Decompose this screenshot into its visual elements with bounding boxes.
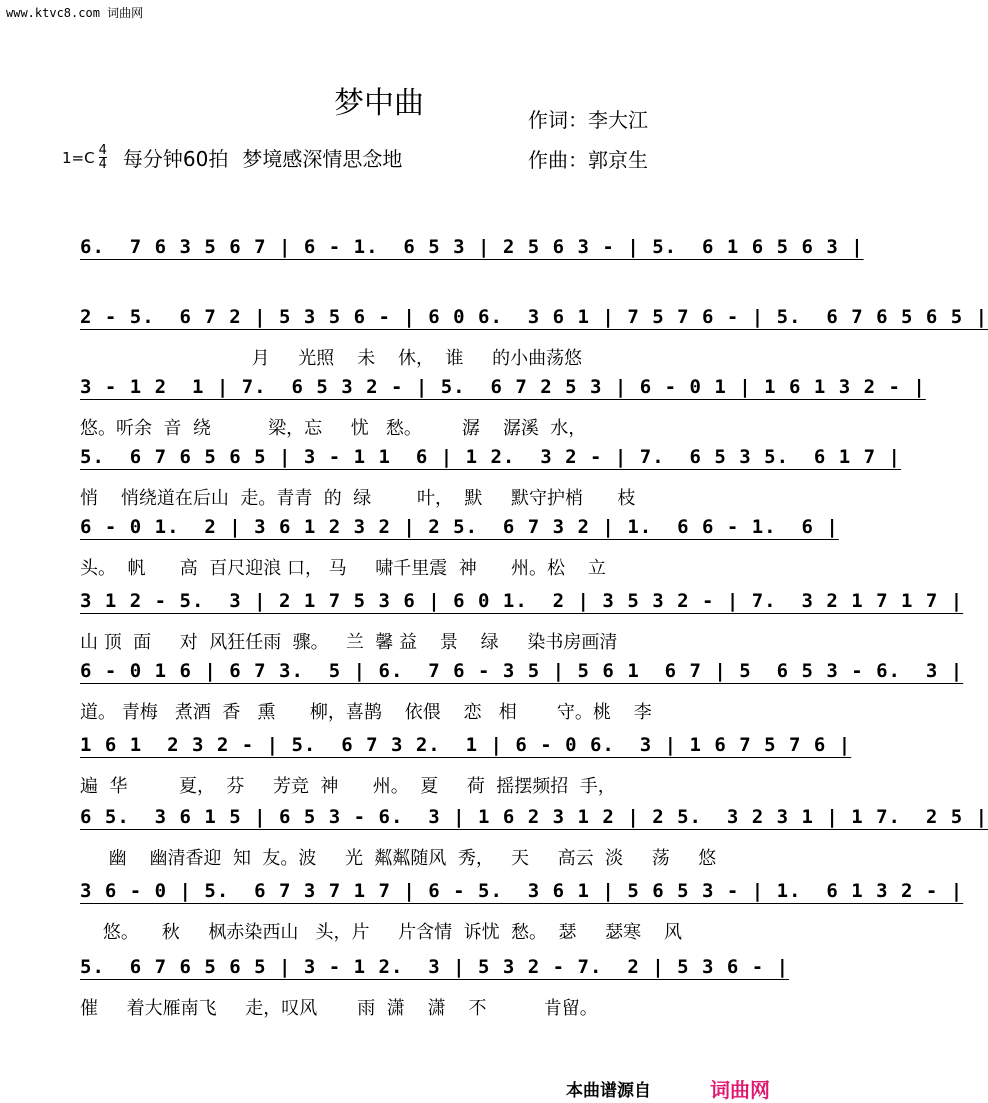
lyrics-line: 幽 幽清香迎 知 友。波 光 粼粼随风 秀， 天 高云 淡 荡 悠 — [80, 848, 717, 869]
time-signature — [99, 144, 107, 171]
notation-line: 3 1 2 - 5. 3 | 2 1 7 5 3 6 | 6 0 1. 2 | 3 5 3 2 - | 7. 3 2 1 7 1 7 | — [80, 590, 964, 612]
notation-line: 5. 6 7 6 5 6 5 | 3 - 1 1 6 | 1 2. 3 2 - | 7. 6 5 3 5. 6 1 7 | — [80, 446, 901, 468]
lyrics-line: 悠。听余 音 绕 梁，忘 忧 愁。 潺 潺溪 水， — [80, 418, 587, 439]
lyrics-line: 月 光照 未 休， 谁 的小曲荡悠 — [80, 348, 583, 369]
mood-marking: 梦境感深情思念地 — [242, 147, 403, 171]
notation-line: 2 - 5. 6 7 2 | 5 3 5 6 - | 6 0 6. 3 6 1 | 7 5 7 6 - | 5. 6 7 6 5 6 5 | — [80, 306, 988, 328]
site-watermark: www.ktvc8.com 词曲网 — [6, 6, 144, 20]
time-signature-denominator: 4 — [98, 157, 107, 172]
notation-line: 6 - 0 1 6 | 6 7 3. 5 | 6. 7 6 - 3 5 | 5 6 1 6 7 | 5 6 5 3 - 6. 3 | — [80, 660, 964, 682]
song-title: 梦中曲 — [334, 86, 424, 121]
lyrics-line: 山 顶 面 对 风狂任雨 骤。 兰 馨 益 景 绿 染书房画清 — [80, 632, 618, 653]
notation-line: 6 5. 3 6 1 5 | 6 5 3 - 6. 3 | 1 6 2 3 1 2 | 2 5. 3 2 3 1 | 1 7. 2 5 | — [80, 806, 988, 828]
notation-line: 6. 7 6 3 5 6 7 | 6 - 1. 6 5 3 | 2 5 6 3 - | 5. 6 1 6 5 6 3 | — [80, 236, 864, 258]
notation-line: 3 6 - 0 | 5. 6 7 3 7 1 7 | 6 - 5. 3 6 1 | 5 6 5 3 - | 1. 6 1 3 2 - | — [80, 880, 964, 902]
score-row — [80, 956, 790, 1046]
lyrics-line: 悠。 秋 枫赤染西山 头，片 片含情 诉忧 愁。 瑟 瑟寒 风 — [80, 922, 682, 943]
lyricist-credit: 作词：李大江 — [528, 108, 648, 132]
notation-line: 5. 6 7 6 5 6 5 | 3 - 1 2. 3 | 5 3 2 - 7. 2 | 5 3 6 - | — [80, 956, 790, 978]
time-signature-numerator: 4 — [98, 143, 107, 158]
lyrics-line: 悄 悄绕道在后山 走。青青 的 绿 叶， 默 默守护梢 枝 — [80, 488, 636, 509]
source-note: 本曲谱源自 — [566, 1081, 651, 1101]
lyrics-line: 催 着大雁南飞 走，叹风 雨 潇 潇 不 肯留。 — [80, 998, 598, 1019]
notation-line: 6 - 0 1. 2 | 3 6 1 2 3 2 | 2 5. 6 7 3 2 | 1. 6 6 - 1. 6 | — [80, 516, 839, 538]
lyrics-line: 头。 帆 高 百尺迎浪 口， 马 啸千里震 神 州。松 立 — [80, 558, 606, 579]
score-header — [62, 143, 402, 172]
tempo-marking: 每分钟60拍 — [122, 147, 229, 171]
lyrics-line: 道。 青梅 煮酒 香 熏 柳，喜鹊 依偎 恋 相 守。桃 李 — [80, 702, 652, 723]
lyrics-line: 遍 华 夏， 芬 芳竞 神 州。 夏 荷 摇摆频招 手， — [80, 776, 616, 797]
notation-line: 3 - 1 2 1 | 7. 6 5 3 2 - | 5. 6 7 2 5 3 | 6 - 0 1 | 1 6 1 3 2 - | — [80, 376, 926, 398]
notation-line: 1 6 1 2 3 2 - | 5. 6 7 3 2. 1 | 6 - 0 6. 3 | 1 6 7 5 7 6 | — [80, 734, 852, 756]
composer-credit: 作曲：郭京生 — [528, 148, 648, 172]
site-logo[interactable]: 词曲网 — [710, 1078, 770, 1102]
key-signature: 1=C — [62, 148, 95, 167]
